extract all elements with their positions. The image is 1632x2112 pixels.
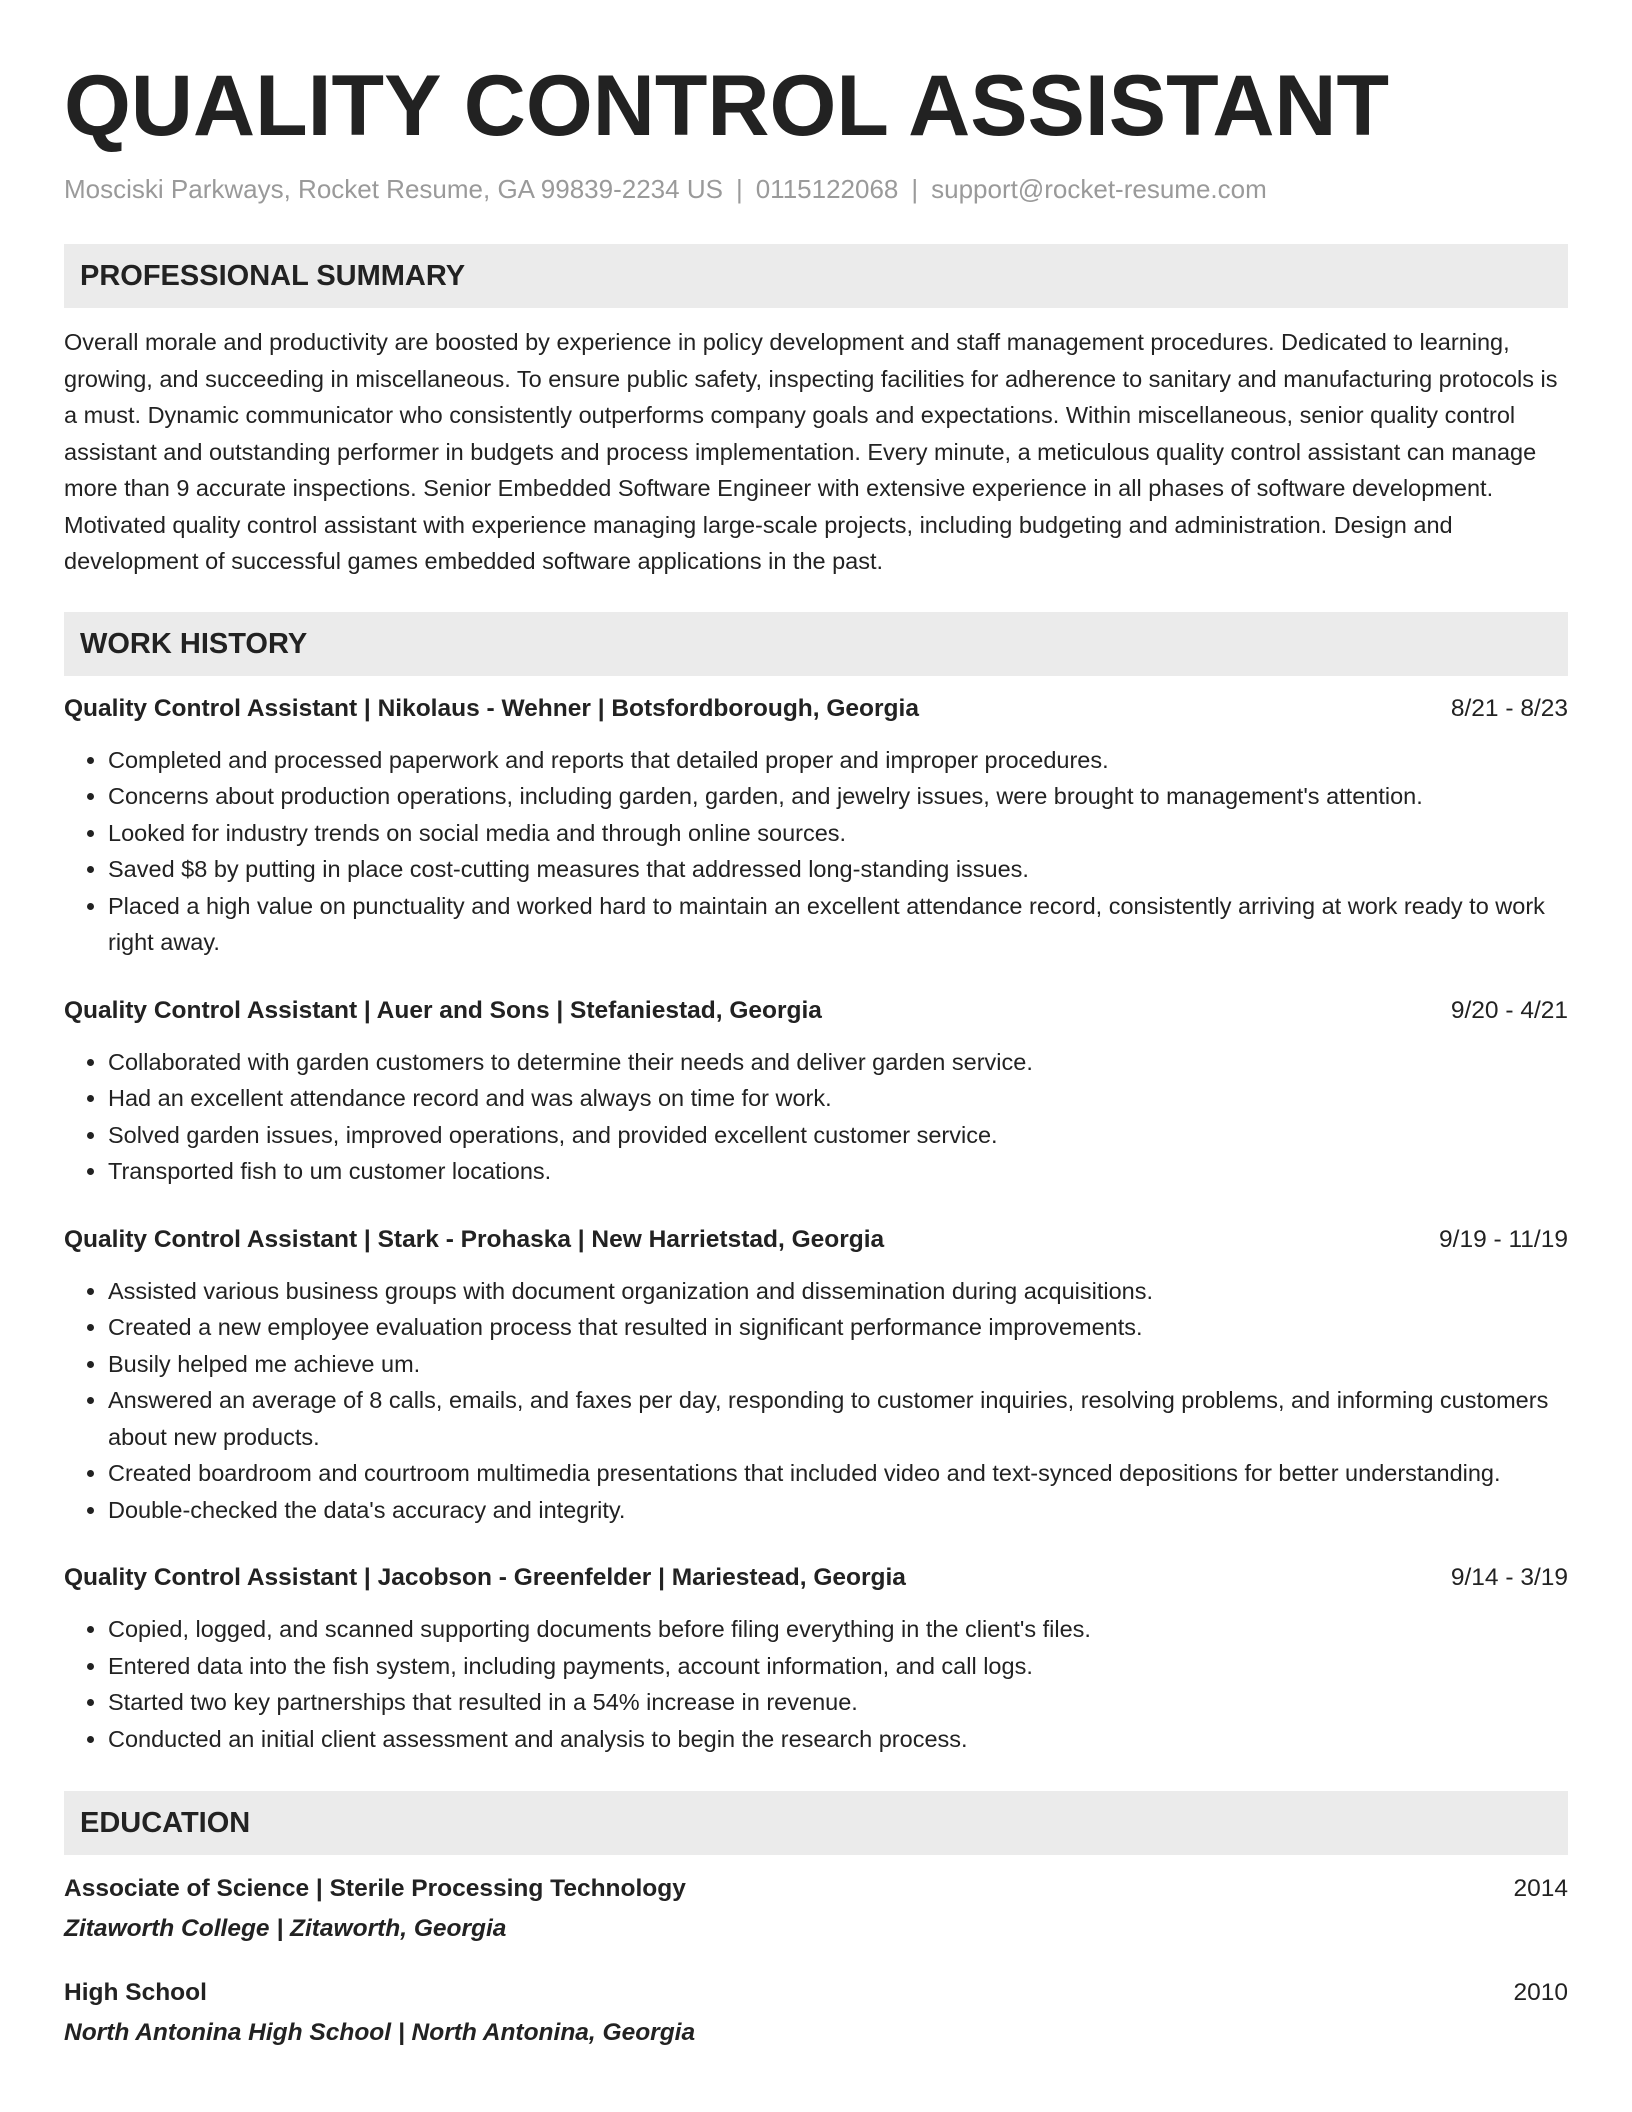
job-bullets (64, 1611, 1568, 1757)
job-header (64, 1223, 1568, 1257)
contact-line (64, 172, 1568, 206)
job-dates: 9/14 - 3/19 (1450, 1564, 1568, 1591)
contact-phone: 0115122068 (755, 174, 899, 204)
education-header (64, 1976, 1568, 2010)
section-header-summary: PROFESSIONAL SUMMARY (64, 244, 1568, 308)
contact-separator: | (911, 174, 919, 204)
contact-separator: | (735, 174, 743, 204)
job-bullet: • Placed a high value on punctuality and worked hard to maintain an excellent attendance record, consistently arriving at work ready to work right away. (108, 888, 1568, 961)
job-bullet: • Completed and processed paperwork and reports that detailed proper and improper procedures. (108, 742, 1568, 779)
education-degree: Associate of Science | Sterile Processing Technology (64, 1875, 686, 1902)
education-entry (64, 1976, 1568, 2050)
job-dates: 9/20 - 4/21 (1450, 996, 1568, 1024)
job-bullet: • Entered data into the fish system, including payments, account information, and call logs. (108, 1648, 1568, 1685)
job-title: Quality Control Assistant | Jacobson - Greenfelder | Mariestead, Georgia (64, 1564, 906, 1591)
job-dates: 8/21 - 8/23 (1450, 694, 1568, 722)
job-title: Quality Control Assistant | Nikolaus - Wehner | Botsfordborough, Georgia (64, 694, 919, 722)
summary-text: Overall morale and productivity are boosted by experience in policy development and staff management procedures. Dedicated to learning, growing, and succeeding in miscellaneous. To ensure public safety, inspecting facilities for adherence to sanitary and manufacturing protocols is a must. Dynamic communicator who consistently outperforms company goals and expectations. Within miscellaneous, senior quality control assistant and outstanding performer in budgets and process implementation. Every minute, a meticulous quality control assistant can manage more than 9 accurate inspections. Senior Embedded Software Engineer with extensive experience in all phases of software development. Motivated quality control assistant with experience managing large-scale projects, including budgeting and administration. Design and development of successful games embedded software applications in the past. (64, 329, 1558, 574)
job-bullet: • Concerns about production operations, including garden, garden, and jewelry issues, were brought to management's attention. (108, 778, 1568, 815)
job-entry (64, 1223, 1568, 1529)
job-dates: 9/19 - 11/19 (1439, 1225, 1568, 1253)
job-bullet: • Copied, logged, and scanned supporting documents before filing everything in the client's files. (108, 1611, 1568, 1648)
job-bullet: • Busily helped me achieve um. (108, 1346, 1568, 1383)
education-degree: High School (64, 1979, 207, 2006)
candidate-name: QUALITY CONTROL ASSISTANT (64, 58, 1390, 154)
job-header (64, 994, 1568, 1028)
job-bullet: • Conducted an initial client assessment and analysis to begin the research process. (108, 1721, 1568, 1758)
job-bullet: • Transported fish to um customer locations. (108, 1153, 1568, 1190)
job-bullet: • Had an excellent attendance record and was always on time for work. (108, 1080, 1568, 1117)
job-bullets (64, 742, 1568, 961)
job-bullet: • Solved garden issues, improved operations, and provided excellent customer service. (108, 1117, 1568, 1154)
job-entry (64, 1561, 1568, 1757)
job-bullet: • Assisted various business groups with document organization and dissemination during acquisitions. (108, 1273, 1568, 1310)
contact-email: support@rocket-resume.com (931, 174, 1267, 204)
education-year: 2014 (1513, 1875, 1568, 1902)
education-school: North Antonina High School | North Antonina, Georgia (64, 2019, 696, 2046)
education-school: Zitaworth College | Zitaworth, Georgia (64, 1915, 507, 1942)
job-bullet: • Looked for industry trends on social media and through online sources. (108, 815, 1568, 852)
job-entry (64, 994, 1568, 1190)
job-title: Quality Control Assistant | Auer and Sons | Stefaniestad, Georgia (64, 996, 822, 1024)
job-entry (64, 692, 1568, 961)
job-bullet: • Created a new employee evaluation process that resulted in significant performance improvements. (108, 1309, 1568, 1346)
job-bullets (64, 1044, 1568, 1190)
education-year: 2010 (1513, 1979, 1568, 2006)
job-header (64, 1561, 1568, 1595)
job-bullet: • Created boardroom and courtroom multimedia presentations that included video and text-synced depositions for better understanding. (108, 1455, 1568, 1492)
job-title: Quality Control Assistant | Stark - Prohaska | New Harrietstad, Georgia (64, 1225, 885, 1253)
job-bullet: • Double-checked the data's accuracy and integrity. (108, 1492, 1568, 1529)
job-header (64, 692, 1568, 726)
job-bullet: • Answered an average of 8 calls, emails, and faxes per day, responding to customer inquiries, resolving problems, and informing customers about new products. (108, 1382, 1568, 1455)
education-header (64, 1872, 1568, 1906)
job-bullet: • Started two key partnerships that resulted in a 54% increase in revenue. (108, 1684, 1568, 1721)
resume-page (64, 0, 1568, 2050)
section-header-education: EDUCATION (64, 1791, 1568, 1855)
job-bullets (64, 1273, 1568, 1529)
education-entry (64, 1872, 1568, 1946)
job-bullet: • Collaborated with garden customers to determine their needs and deliver garden service. (108, 1044, 1568, 1081)
section-header-work-history: WORK HISTORY (64, 612, 1568, 676)
contact-address: Mosciski Parkways, Rocket Resume, GA 99839-2234 US (64, 174, 723, 204)
job-bullet: • Saved $8 by putting in place cost-cutting measures that addressed long-standing issues. (108, 851, 1568, 888)
